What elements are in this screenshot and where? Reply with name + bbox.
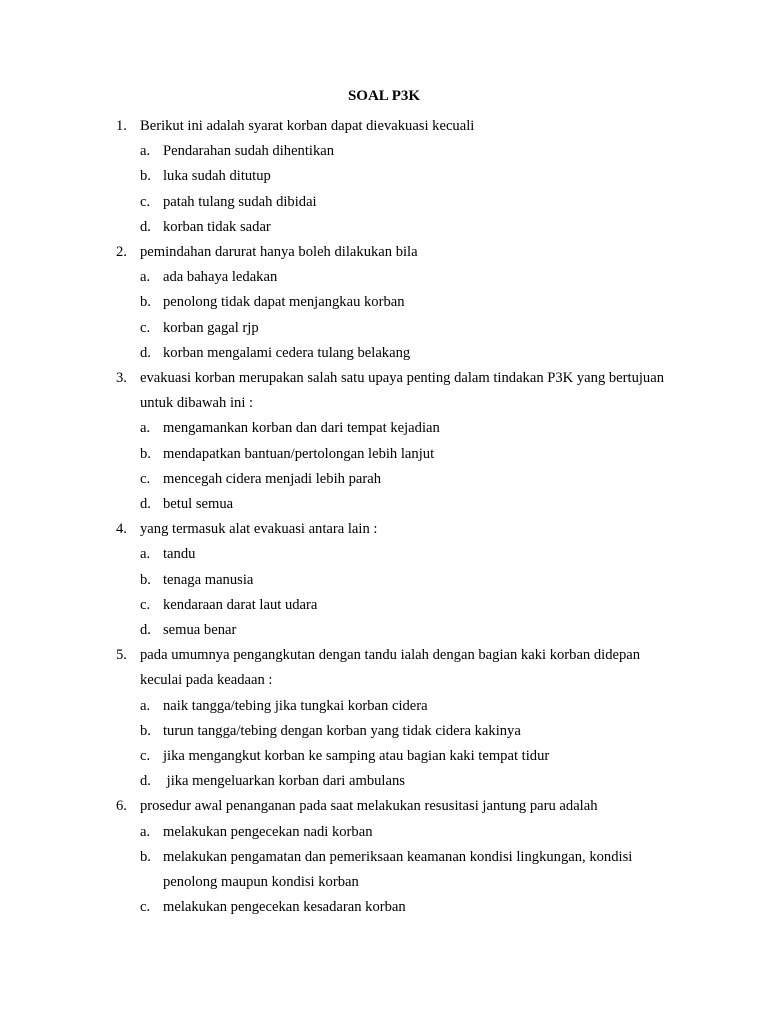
option-letter: c. (140, 470, 151, 487)
question-text: prosedur awal penanganan pada saat melakukan resusitasi jantung paru adalah (140, 798, 598, 815)
option-text: mengamankan korban dan dari tempat kejadian (163, 420, 440, 437)
question-6 (116, 794, 676, 920)
option-letter: b. (140, 722, 151, 739)
option-letter: a. (140, 697, 151, 714)
option-letter: b. (140, 571, 151, 588)
option-list (116, 416, 676, 517)
question-stem (116, 794, 676, 819)
question-number: 1. (116, 118, 127, 134)
option-letter: a. (140, 823, 151, 840)
option-text: mencegah cidera menjadi lebih parah (163, 470, 381, 487)
option-letter: c. (140, 748, 151, 765)
question-stem (116, 517, 676, 542)
question-4 (116, 517, 676, 643)
question-stem (116, 643, 676, 693)
option-d (116, 215, 676, 240)
document-title: SOAL P3K (347, 88, 421, 104)
question-number: 2. (116, 244, 127, 261)
option-b (116, 568, 676, 593)
question-text: yang termasuk alat evakuasi antara lain : (140, 521, 378, 538)
option-d (116, 341, 676, 366)
option-c (116, 744, 676, 769)
option-text: luka sudah ditutup (163, 168, 271, 185)
option-c (116, 316, 676, 341)
question-number: 3. (116, 370, 127, 387)
option-list (116, 542, 676, 643)
option-letter: b. (140, 168, 151, 185)
option-text: betul semua (163, 496, 234, 513)
option-text: kendaraan darat laut udara (163, 596, 318, 613)
question-text: pada umumnya pengangkutan dengan tandu ialah dengan bagian kaki korban didepan keculai pada keadaan : (140, 647, 641, 689)
question-number: 4. (116, 521, 127, 538)
option-letter: c. (140, 193, 151, 210)
option-list (116, 694, 676, 795)
option-list (116, 139, 676, 240)
option-letter: d. (140, 773, 151, 790)
option-b (116, 290, 676, 315)
option-letter: d. (140, 344, 151, 361)
option-d (116, 492, 676, 517)
option-text: ada bahaya ledakan (163, 269, 278, 286)
option-text: mendapatkan bantuan/pertolongan lebih lanjut (163, 445, 435, 462)
option-text: jika mengangkut korban ke samping atau bagian kaki tempat tidur (163, 748, 550, 765)
option-text: naik tangga/tebing jika tungkai korban cidera (163, 697, 428, 714)
option-letter: a. (140, 420, 151, 437)
option-list (116, 265, 676, 366)
option-a (116, 416, 676, 441)
option-letter: a. (140, 143, 151, 160)
option-c (116, 895, 676, 920)
option-text: Pendarahan sudah dihentikan (163, 143, 335, 160)
question-text: evakuasi korban merupakan salah satu upaya penting dalam tindakan P3K yang bertujuan untuk dibawah ini : (140, 370, 664, 412)
question-number: 6. (116, 798, 127, 815)
option-c (116, 467, 676, 492)
option-letter: c. (140, 596, 151, 613)
option-list (116, 820, 676, 921)
option-letter: b. (140, 294, 151, 311)
option-letter: c. (140, 319, 151, 336)
question-2 (116, 240, 676, 366)
question-text: Berikut ini adalah syarat korban dapat dievakuasi kecuali (140, 118, 475, 134)
question-5 (116, 643, 676, 794)
question-stem (116, 366, 676, 416)
option-letter: b. (140, 445, 151, 462)
option-text: jika mengeluarkan korban dari ambulans (163, 773, 405, 790)
option-text: semua benar (163, 622, 237, 639)
option-letter: a. (140, 546, 151, 563)
option-text: melakukan pengecekan kesadaran korban (163, 899, 406, 916)
question-text: pemindahan darurat hanya boleh dilakukan bila (140, 244, 418, 261)
option-letter: d. (140, 622, 151, 639)
option-b (116, 442, 676, 467)
option-letter: c. (140, 899, 151, 916)
option-text: patah tulang sudah dibidai (163, 193, 317, 210)
question-stem (116, 240, 676, 265)
option-letter: a. (140, 269, 151, 286)
option-text: korban gagal rjp (163, 319, 259, 336)
option-text: turun tangga/tebing dengan korban yang tidak cidera kakinya (163, 722, 521, 739)
option-text: penolong tidak dapat menjangkau korban (163, 294, 405, 311)
question-3 (116, 366, 676, 517)
question-list (116, 114, 676, 921)
option-a (116, 139, 676, 164)
question-number: 5. (116, 647, 127, 664)
option-b (116, 845, 676, 895)
option-text: korban mengalami cedera tulang belakang (163, 344, 411, 361)
option-b (116, 164, 676, 189)
option-a (116, 820, 676, 845)
option-letter: b. (140, 848, 151, 865)
question-1 (116, 114, 676, 240)
option-c (116, 593, 676, 618)
option-text: korban tidak sadar (163, 218, 271, 235)
option-a (116, 542, 676, 567)
option-text: tandu (163, 546, 196, 563)
option-text: melakukan pengecekan nadi korban (163, 823, 373, 840)
option-text: tenaga manusia (163, 571, 254, 588)
question-stem (116, 114, 676, 139)
option-c (116, 190, 676, 215)
option-d (116, 618, 676, 643)
option-text: melakukan pengamatan dan pemeriksaan keamanan kondisi lingkungan, kondisi penolong maupun kondisi korban (163, 848, 633, 891)
option-letter: d. (140, 218, 151, 235)
option-b (116, 719, 676, 744)
option-a (116, 265, 676, 290)
option-a (116, 694, 676, 719)
option-d (116, 769, 676, 794)
option-letter: d. (140, 496, 151, 513)
